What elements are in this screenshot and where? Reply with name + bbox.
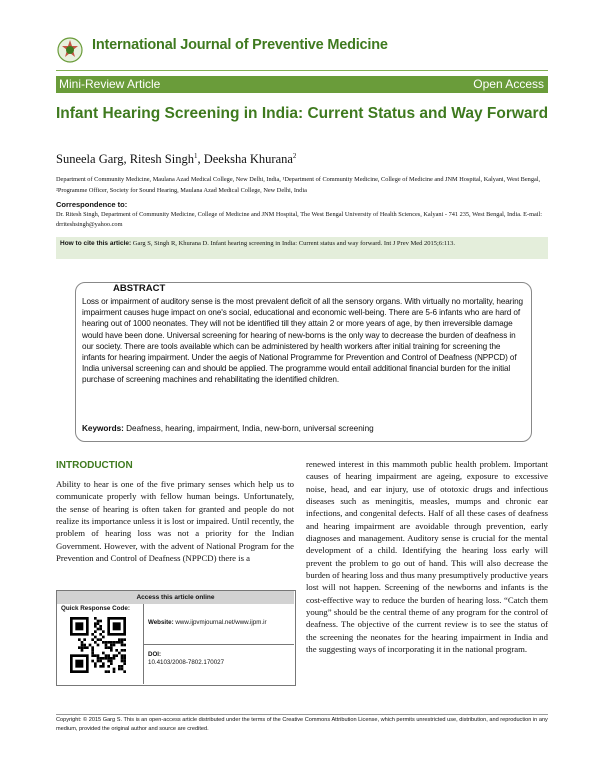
keywords-text: Deafness, hearing, impairment, India, new-born, universal screening (126, 424, 374, 433)
intro-left-column: Ability to hear is one of the five primary senses which help us to communicate properly with fellow human beings. Unfortunately, the sense of hearing is often taken for granted and people do not realize its importance unless it is lost or impaired. Until recently, the problem of hearing loss was not a priority for the Indian Government. However, with the advent of National Program for the Prevention and Control of Deafness (NPPCD) there is a (56, 479, 294, 564)
open-access-label: Open Access (473, 77, 544, 91)
journal-title: International Journal of Preventive Medicine (92, 37, 388, 53)
qr-code-icon[interactable] (70, 617, 126, 673)
affiliations: Department of Community Medicine, Maulana Azad Medical College, New Delhi, India, ¹Department of Community Medicine, College of Medicine and JNM Hospital, Kalyani, West Bengal, ²Programme Officer, Society for Sound Hearing, Maulana Azad Medical College, New Delhi, India (56, 176, 541, 194)
author-list: Suneela Garg, Ritesh Singh$^1$, Deeksha Khurana$^2$ (56, 152, 297, 167)
website-link[interactable]: www.ijpvmjournal.net/www.ijpm.ir (175, 619, 267, 626)
author-name: Deeksha Khurana (203, 152, 293, 167)
author-name: Suneela Garg (56, 152, 124, 167)
website (148, 619, 267, 626)
correspondence: Dr. Ritesh Singh, Department of Community Medicine, College of Medicine and JNM Hospital, The West Bengal University of Health Sciences, Kalyani - 741 235, West Bengal, India. E-mail: drriteshsingh@yahoo.com (56, 211, 543, 228)
citation (60, 239, 546, 249)
citation-label: How to cite this article: (60, 240, 132, 247)
doi-value[interactable]: 10.4103/2008-7802.170027 (148, 659, 225, 666)
citation-text: Garg S, Singh R, Khurana D. Infant hearing screening in India: Current status and way forward. Int J Prev Med 2015;6:113. (132, 240, 456, 247)
article-title: Infant Hearing Screening in India: Current Status and Way Forward (56, 105, 549, 122)
doi-label: DOI: (148, 651, 162, 658)
article-type: Mini-Review Article (59, 77, 161, 91)
author-name: Ritesh Singh (129, 152, 194, 167)
website-label: Website: (148, 619, 174, 626)
keywords (82, 423, 524, 434)
abstract-text: Loss or impairment of auditory sense is the most prevalent deficit of all the sensory organs. With virtually no mortality, hearing impairment causes huge impact on one's social, educational and economic well-being. There are 5-6 infants who are hard of hearing out of 1000 neonates. They will not be identified till they attain 2 or more years of age, by then irreversible damage would have been done. Universal screening for hearing of new-borns is the only way to decrease the burden of deafness in our society. There are tools available which can be administered by health workers after initial training for screening the infants for hearing impairment. Under the aegis of National Programme for Prevention and Control of Deafness (NPPCD) of India universal screening can and should be applied. The programme would entail additional financial burden for the initial purchase of screening machines and rehabilitating the identified children. (82, 297, 524, 385)
access-box-divider (143, 644, 294, 645)
correspondence-label: Correspondence to: (56, 200, 128, 209)
header-divider (56, 70, 548, 71)
copyright-notice: Copyright: © 2015 Garg S. This is an open-access article distributed under the terms of the Creative Commons Attribution License, which permits unrestricted use, distribution, and reproduction in any medium, provided the original author and source are credited. (56, 717, 548, 732)
keywords-label: Keywords: (82, 424, 124, 433)
author-affiliation-mark: 1 (193, 152, 198, 160)
author-affiliation-mark: 2 (292, 152, 297, 160)
section-heading-introduction: INTRODUCTION (56, 460, 133, 471)
footer-divider (56, 714, 548, 715)
abstract-heading: ABSTRACT (113, 283, 166, 294)
article-type-bar (56, 76, 548, 93)
qr-code-label: Quick Response Code: (61, 605, 130, 612)
intro-right-column: renewed interest in this mammoth public health problem. Important causes of hearing impairment are ageing, exposure to excessive noise, head, and ear injury, use of ototoxic drugs and infectious diseases such as meningitis, measles, mumps and chronic ear infections, and congenital defects. Half of all these cases of deafness and hearing impairment are avoidable through prevention, early diagnoses and management. Auditory sense is crucial for the mental development of a child. Identifying the hearing loss early will prevent the problem to go out of hand. This will also decrease the burden of hearing loss and thus many presumptively productive years lost will not happen. Screening of the newborns and infants is the cost-effective way to reduce the burden of hearing loss. “Catch them young” should be the central theme of any program for the control of deafness. The objective of the current review is to see the status of the screening the neonates for the hearing impairment in India and the suggesting ways of incorporating it in the national program. (306, 459, 548, 655)
access-online-heading: Access this article online (57, 591, 294, 604)
journal-logo-icon (56, 36, 84, 64)
